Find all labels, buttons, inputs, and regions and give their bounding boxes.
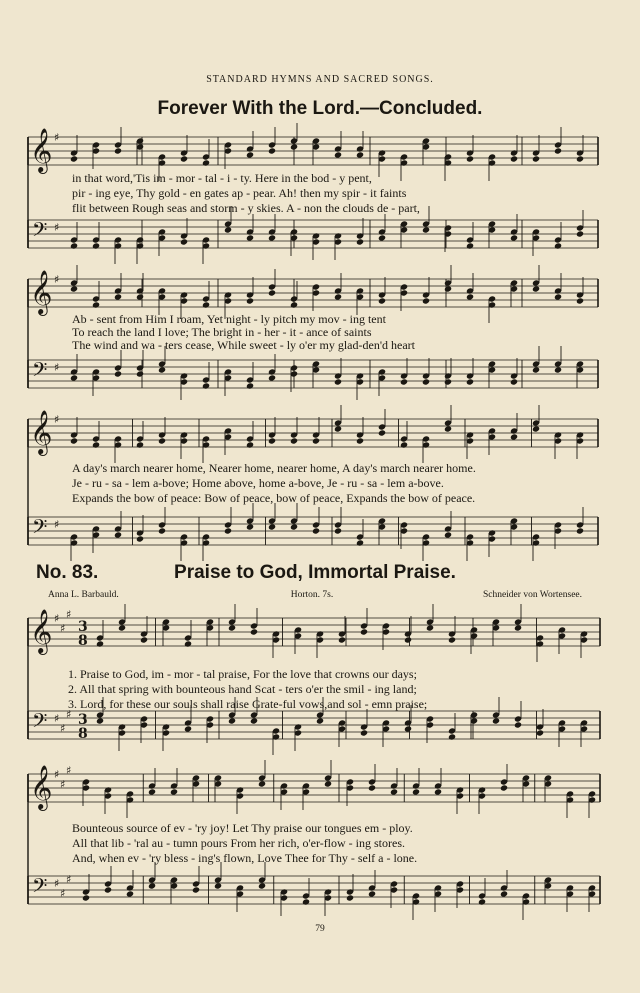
sharp-icon: ♯: [60, 778, 66, 791]
treble-note: [510, 433, 518, 440]
sharp-icon: ♯: [66, 764, 72, 777]
bass-note: [126, 890, 134, 897]
bass-note: [70, 374, 78, 381]
sharp-icon: ♯: [54, 712, 60, 725]
sharp-icon: ♯: [54, 413, 60, 426]
treble-clef-icon: 𝄞: [30, 128, 53, 172]
bass-note: [422, 378, 430, 385]
treble-note: [444, 285, 452, 292]
sharp-icon: ♯: [54, 877, 60, 890]
bass-note: [554, 242, 562, 249]
lyric-line: 2. All that spring with bounteous hand Scat - ters o'er the smil - ing land;: [68, 682, 417, 696]
treble-note: [140, 636, 148, 643]
bass-note: [500, 890, 508, 897]
bass-note: [302, 898, 310, 905]
treble-note: [250, 628, 258, 635]
bass-note: [536, 729, 544, 736]
lyric-line: 1. Praise to God, im - mor - tal praise, For the love that crowns our days;: [68, 667, 417, 681]
treble-note: [378, 429, 386, 436]
bass-clef-icon: 𝄢: [32, 709, 48, 737]
sharp-icon: ♯: [60, 622, 66, 635]
treble-note: [360, 628, 368, 635]
hymn-83-composer: Schneider von Wortensee.: [482, 590, 582, 600]
bass-note: [268, 374, 276, 381]
treble-note: [356, 151, 364, 158]
treble-note: [554, 293, 562, 300]
bass-note: [510, 234, 518, 241]
bass-note: [268, 523, 276, 530]
treble-note: [378, 297, 386, 304]
bass-note: [104, 886, 112, 893]
treble-note: [532, 425, 540, 432]
sharp-icon: ♯: [54, 612, 60, 625]
bass-note: [158, 366, 166, 373]
treble-note: [466, 293, 474, 300]
bass-note: [444, 378, 452, 385]
bass-note: [114, 531, 122, 538]
bass-note: [532, 366, 540, 373]
treble-note: [390, 788, 398, 795]
bass-note: [258, 882, 266, 889]
treble-note: [246, 151, 254, 158]
treble-note: [466, 155, 474, 162]
bass-note: [554, 366, 562, 373]
time-signature: 8: [78, 633, 88, 649]
bass-note: [316, 717, 324, 724]
bass-note: [492, 717, 500, 724]
sharp-icon: ♯: [66, 873, 72, 886]
bass-note: [158, 527, 166, 534]
treble-note: [290, 143, 298, 150]
treble-note: [70, 285, 78, 292]
treble-note: [532, 285, 540, 292]
treble-note: [180, 155, 188, 162]
bass-note: [246, 382, 254, 389]
treble-note: [554, 147, 562, 154]
bass-note: [576, 527, 584, 534]
hymn-82-title: Forever With the Lord.—Concluded.: [157, 98, 483, 119]
treble-note: [70, 437, 78, 444]
treble-note: [92, 441, 100, 448]
treble-note: [136, 441, 144, 448]
hymn-83-title: Praise to God, Immortal Praise.: [174, 562, 456, 583]
sharp-icon: ♯: [54, 273, 60, 286]
lyric-line: flit between Rough seas and storm - y skies. A - non the clouds de - part,: [72, 201, 420, 215]
bass-note: [368, 890, 376, 897]
bass-note: [136, 370, 144, 377]
lyric-line: A day's march nearer home, Nearer home, nearer home, A day's march nearer home.: [72, 461, 476, 475]
sharp-icon: ♯: [66, 608, 72, 621]
bass-note: [192, 886, 200, 893]
hymn-83-number: No. 83.: [36, 562, 99, 583]
treble-note: [500, 784, 508, 791]
bass-note: [224, 226, 232, 233]
bass-note: [312, 527, 320, 534]
bass-note: [356, 238, 364, 245]
bass-note: [136, 535, 144, 542]
lyric-line: Expands the bow of peace: Bow of peace, bow of peace, Expands the bow of peace.: [72, 491, 476, 505]
treble-note: [334, 293, 342, 300]
treble-note: [338, 636, 346, 643]
sharp-icon: ♯: [60, 722, 66, 735]
treble-note: [510, 155, 518, 162]
bass-note: [422, 226, 430, 233]
bass-note: [246, 523, 254, 530]
treble-note: [184, 640, 192, 647]
bass-note: [70, 242, 78, 249]
treble-clef-icon: 𝄞: [30, 270, 53, 314]
treble-note: [170, 788, 178, 795]
treble-note: [334, 425, 342, 432]
treble-clef-icon: 𝄞: [30, 609, 53, 653]
treble-note: [404, 636, 412, 643]
bass-note: [514, 721, 522, 728]
bass-note: [148, 882, 156, 889]
bass-note: [82, 894, 90, 901]
sharp-icon: ♯: [54, 131, 60, 144]
treble-note: [118, 624, 126, 631]
sharp-icon: ♯: [54, 221, 60, 234]
bass-clef-icon: 𝄢: [32, 874, 48, 902]
bass-note: [228, 717, 236, 724]
bass-note: [576, 230, 584, 237]
bass-note: [466, 242, 474, 249]
treble-note: [426, 624, 434, 631]
treble-clef-icon: 𝄞: [30, 410, 53, 454]
lyric-line: Bounteous source of ev - 'ry joy! Let Thy praise our tongues em - ploy.: [72, 821, 413, 835]
treble-note: [444, 425, 452, 432]
sharp-icon: ♯: [60, 887, 66, 900]
treble-note: [246, 441, 254, 448]
treble-note: [268, 437, 276, 444]
treble-note: [268, 147, 276, 154]
lyric-line: Ab - sent from Him I roam, Yet night - ly pitch my mov - ing tent: [72, 312, 386, 326]
treble-note: [258, 780, 266, 787]
sharp-icon: ♯: [66, 708, 72, 721]
treble-note: [202, 159, 210, 166]
treble-note: [228, 624, 236, 631]
bass-note: [346, 894, 354, 901]
bass-note: [224, 527, 232, 534]
treble-note: [158, 437, 166, 444]
treble-note: [96, 640, 104, 647]
bass-note: [92, 242, 100, 249]
treble-note: [114, 293, 122, 300]
treble-note: [356, 437, 364, 444]
hymn-83-tune: Horton. 7s.: [290, 590, 334, 600]
treble-note: [400, 441, 408, 448]
treble-note: [448, 636, 456, 643]
sharp-icon: ♯: [54, 361, 60, 374]
bass-note: [448, 733, 456, 740]
page-number: 79: [315, 924, 325, 934]
bass-note: [290, 523, 298, 530]
bass-note: [510, 378, 518, 385]
treble-note: [532, 155, 540, 162]
treble-note: [434, 788, 442, 795]
treble-note: [92, 301, 100, 308]
sharp-icon: ♯: [54, 518, 60, 531]
bass-clef-icon: 𝄢: [32, 358, 48, 386]
lyric-line: pir - ing eye, Thy gold - en gates ap - pear. Ah! then my spir - it faints: [72, 186, 407, 200]
bass-note: [334, 378, 342, 385]
bass-note: [202, 382, 210, 389]
bass-note: [250, 717, 258, 724]
treble-note: [334, 151, 342, 158]
treble-note: [576, 155, 584, 162]
time-signature: 3: [78, 712, 88, 728]
bass-note: [404, 725, 412, 732]
hymn-83-author: Anna L. Barbauld.: [48, 590, 119, 600]
treble-note: [312, 437, 320, 444]
bass-note: [96, 717, 104, 724]
treble-note: [202, 301, 210, 308]
lyric-line: To reach the land I love; The bright in - her - it - ance of saints: [72, 325, 372, 339]
bass-note: [334, 527, 342, 534]
treble-note: [422, 297, 430, 304]
treble-note: [412, 788, 420, 795]
bass-note: [444, 531, 452, 538]
treble-note: [324, 780, 332, 787]
bass-note: [114, 370, 122, 377]
time-signature: 3: [78, 619, 88, 635]
lyric-line: Je - ru - sa - lem a-bove; Home above, home a-bove, Je - ru - sa - lem a-bove.: [72, 476, 444, 490]
lyric-line: The wind and wa - ters cease, While sweet - ly o'er my glad-den'd heart: [72, 338, 415, 352]
bass-clef-icon: 𝄢: [32, 515, 48, 543]
treble-note: [148, 788, 156, 795]
treble-note: [290, 437, 298, 444]
treble-note: [246, 297, 254, 304]
bass-note: [400, 378, 408, 385]
treble-note: [114, 147, 122, 154]
treble-note: [576, 297, 584, 304]
lyric-line: in that word,'Tis im - mor - tal - i - ty. Here in the bod - y pent,: [72, 171, 372, 185]
bass-note: [466, 378, 474, 385]
time-signature: 8: [78, 726, 88, 742]
treble-note: [70, 155, 78, 162]
bass-note: [268, 234, 276, 241]
bass-note: [478, 898, 486, 905]
running-head: STANDARD HYMNS AND SACRED SONGS.: [206, 74, 434, 85]
lyric-line: All that lib - 'ral au - tumn pours From her rich, o'er-flow - ing stores.: [72, 836, 406, 850]
bass-note: [184, 725, 192, 732]
staves: [28, 123, 600, 920]
treble-note: [290, 301, 298, 308]
bass-clef-icon: 𝄢: [32, 218, 48, 246]
treble-note: [368, 784, 376, 791]
bass-note: [180, 238, 188, 245]
bass-note: [246, 234, 254, 241]
lyric-line: And, when ev - 'ry bless - ing's flown, Love Thee for Thy - self a - lone.: [72, 851, 418, 865]
lyric-line: 3. Lord, for these our souls shall raise Grate-ful vows,and sol - emn praise;: [68, 697, 428, 711]
bass-note: [360, 729, 368, 736]
bass-note: [356, 539, 364, 546]
bass-note: [378, 234, 386, 241]
treble-clef-icon: 𝄞: [30, 765, 53, 809]
treble-note: [514, 624, 522, 631]
treble-note: [268, 289, 276, 296]
bass-note: [214, 882, 222, 889]
treble-note: [136, 293, 144, 300]
sharp-icon: ♯: [54, 768, 60, 781]
